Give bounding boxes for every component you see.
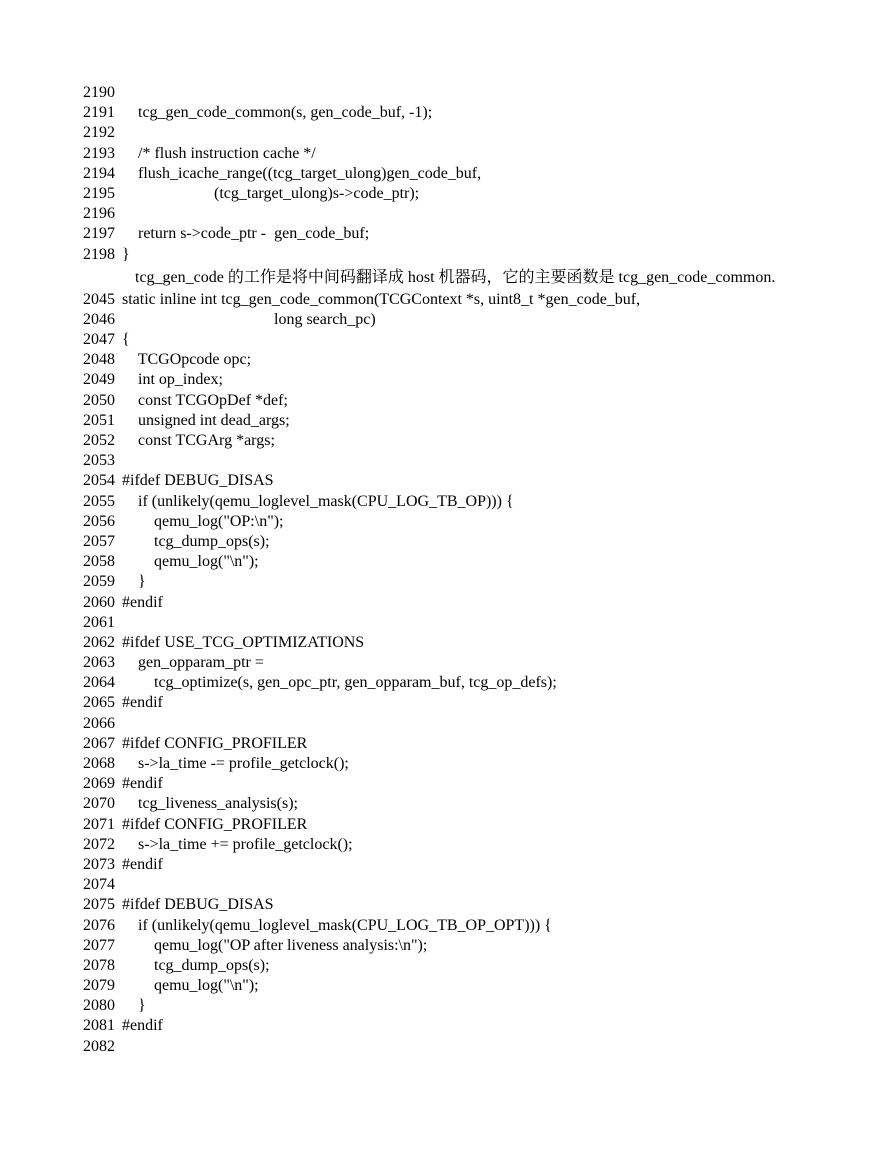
- line-number: 2060: [83, 593, 115, 611]
- line-number: 2195: [83, 184, 115, 202]
- code-line: [83, 451, 843, 471]
- code-line: [83, 734, 843, 754]
- code-line: [83, 144, 843, 164]
- line-number: 2059: [83, 573, 115, 591]
- code-text: qemu_log("OP:\n");: [122, 512, 284, 530]
- line-number: 2055: [83, 492, 115, 510]
- code-line: [83, 693, 843, 713]
- code-text: #endif: [122, 1017, 163, 1035]
- code-text: gen_opparam_ptr =: [122, 654, 264, 672]
- code-line: [83, 895, 843, 915]
- code-line: [83, 835, 843, 855]
- code-line: [83, 431, 843, 451]
- code-line: [83, 492, 843, 512]
- line-number: 2063: [83, 654, 115, 672]
- line-number: 2069: [83, 775, 115, 793]
- code-text: #endif: [122, 694, 163, 712]
- code-line: [83, 245, 843, 265]
- code-text: #ifdef CONFIG_PROFILER: [122, 734, 308, 752]
- line-number: 2070: [83, 795, 115, 813]
- line-number: 2196: [83, 205, 115, 223]
- code-text: unsigned int dead_args;: [122, 411, 290, 429]
- line-number: 2066: [83, 714, 115, 732]
- code-text: #endif: [122, 855, 163, 873]
- line-number: 2191: [83, 104, 115, 122]
- code-line: [83, 794, 843, 814]
- line-number: 2193: [83, 144, 115, 162]
- line-number: 2190: [83, 84, 115, 101]
- line-number: 2192: [83, 124, 115, 142]
- line-number: 2050: [83, 391, 115, 409]
- code-line: [83, 996, 843, 1016]
- code-line: [83, 673, 843, 693]
- code-text: tcg_liveness_analysis(s);: [122, 795, 298, 813]
- code-text: int op_index;: [122, 371, 223, 389]
- code-line: [83, 653, 843, 673]
- code-line: [83, 350, 843, 370]
- code-line: [83, 855, 843, 875]
- line-number: 2198: [83, 245, 115, 263]
- line-number: 2072: [83, 835, 115, 853]
- caption-paragraph: tcg_gen_code 的工作是将中间码翻译成 host 机器码，它的主要函数是 tcg_gen_code_common.: [135, 268, 776, 286]
- line-number: 2079: [83, 977, 115, 995]
- line-number: 2047: [83, 331, 115, 349]
- code-line: [83, 936, 843, 956]
- code-line: [83, 976, 843, 996]
- code-text: }: [122, 245, 130, 263]
- code-text: #ifdef USE_TCG_OPTIMIZATIONS: [122, 633, 365, 651]
- code-line: [83, 184, 843, 204]
- code-text: (tcg_target_ulong)s->code_ptr);: [122, 184, 420, 202]
- code-text: tcg_optimize(s, gen_opc_ptr, gen_opparam_buf, tcg_op_defs);: [122, 674, 557, 692]
- code-text: qemu_log("\n");: [122, 977, 259, 995]
- line-number: 2053: [83, 452, 115, 470]
- line-number: 2046: [83, 310, 115, 328]
- code-line: [83, 83, 843, 103]
- code-text: }: [122, 573, 146, 591]
- line-number: 2082: [83, 1037, 115, 1055]
- line-number: 2061: [83, 613, 115, 631]
- code-text: if (unlikely(qemu_loglevel_mask(CPU_LOG_TB_OP))) {: [122, 492, 514, 510]
- code-text: s->la_time += profile_getclock();: [122, 835, 353, 853]
- code-line: [83, 875, 843, 895]
- code-line: [83, 1037, 843, 1057]
- line-number: 2057: [83, 532, 115, 550]
- code-text: #ifdef CONFIG_PROFILER: [122, 815, 308, 833]
- code-line: [83, 512, 843, 532]
- code-line: [83, 224, 843, 244]
- line-number: 2080: [83, 997, 115, 1015]
- line-number: 2194: [83, 164, 115, 182]
- code-text: const TCGOpDef *def;: [122, 391, 288, 409]
- code-line: [83, 123, 843, 143]
- line-number: 2052: [83, 432, 115, 449]
- code-text: #endif: [122, 775, 163, 793]
- line-number: 2062: [83, 633, 115, 651]
- code-line: [83, 1016, 843, 1036]
- code-text: qemu_log("OP after liveness analysis:\n");: [122, 936, 428, 954]
- line-number: 2051: [83, 411, 115, 429]
- line-number: 2074: [83, 876, 115, 894]
- line-number: 2078: [83, 956, 115, 974]
- line-number: 2076: [83, 916, 115, 934]
- code-text: if (unlikely(qemu_loglevel_mask(CPU_LOG_TB_OP_OPT))) {: [122, 916, 552, 934]
- code-line: [83, 310, 843, 330]
- code-text: tcg_dump_ops(s);: [122, 956, 270, 974]
- code-line: [83, 754, 843, 774]
- code-line: [83, 330, 843, 350]
- code-line: [83, 633, 843, 653]
- code-line: [83, 593, 843, 613]
- line-number: 2081: [83, 1017, 115, 1035]
- code-text: /* flush instruction cache */: [122, 144, 316, 162]
- code-text: long search_pc): [122, 310, 376, 328]
- code-line: [83, 411, 843, 431]
- code-line: [83, 204, 843, 224]
- code-line: [83, 714, 843, 734]
- code-line: [83, 956, 843, 976]
- line-number: 2054: [83, 472, 115, 490]
- code-line: [83, 552, 843, 572]
- code-text: qemu_log("\n");: [122, 553, 259, 571]
- code-line: [83, 391, 843, 411]
- line-number: 2071: [83, 815, 115, 833]
- code-text: const TCGArg *args;: [122, 432, 275, 449]
- code-line: [83, 613, 843, 633]
- code-line: [83, 103, 843, 123]
- line-number: 2048: [83, 351, 115, 369]
- line-number: 2056: [83, 512, 115, 530]
- code-text: static inline int tcg_gen_code_common(TCGContext *s, uint8_t *gen_code_buf,: [122, 290, 641, 308]
- code-text: TCGOpcode opc;: [122, 351, 252, 369]
- line-number: 2197: [83, 225, 115, 243]
- line-number: 2067: [83, 734, 115, 752]
- code-line: [83, 916, 843, 936]
- code-text: s->la_time -= profile_getclock();: [122, 755, 349, 772]
- code-line: [83, 572, 843, 592]
- code-line: [83, 471, 843, 491]
- code-line: [83, 370, 843, 390]
- code-text: #endif: [122, 593, 163, 611]
- code-text: {: [122, 331, 130, 349]
- line-number: 2049: [83, 371, 115, 389]
- line-number: 2065: [83, 694, 115, 712]
- code-line: [83, 290, 843, 310]
- code-line: [83, 815, 843, 835]
- code-text: flush_icache_range((tcg_target_ulong)gen_code_buf,: [122, 164, 482, 182]
- code-text: tcg_dump_ops(s);: [122, 532, 270, 550]
- line-number: 2058: [83, 553, 115, 571]
- code-line: [83, 532, 843, 552]
- code-line: [83, 774, 843, 794]
- code-line: [83, 164, 843, 184]
- code-text: return s->code_ptr - gen_code_buf;: [122, 225, 370, 243]
- line-number: 2073: [83, 855, 115, 873]
- code-text: #ifdef DEBUG_DISAS: [122, 472, 274, 490]
- line-number: 2075: [83, 896, 115, 914]
- line-number: 2077: [83, 936, 115, 954]
- code-text: tcg_gen_code_common(s, gen_code_buf, -1);: [122, 104, 433, 122]
- code-listing-tcg-gen-code-end: [83, 83, 843, 1057]
- code-text: #ifdef DEBUG_DISAS: [122, 896, 274, 914]
- line-number: 2064: [83, 674, 115, 692]
- line-number: 2045: [83, 290, 115, 308]
- code-text: }: [122, 997, 146, 1015]
- line-number: 2068: [83, 755, 115, 772]
